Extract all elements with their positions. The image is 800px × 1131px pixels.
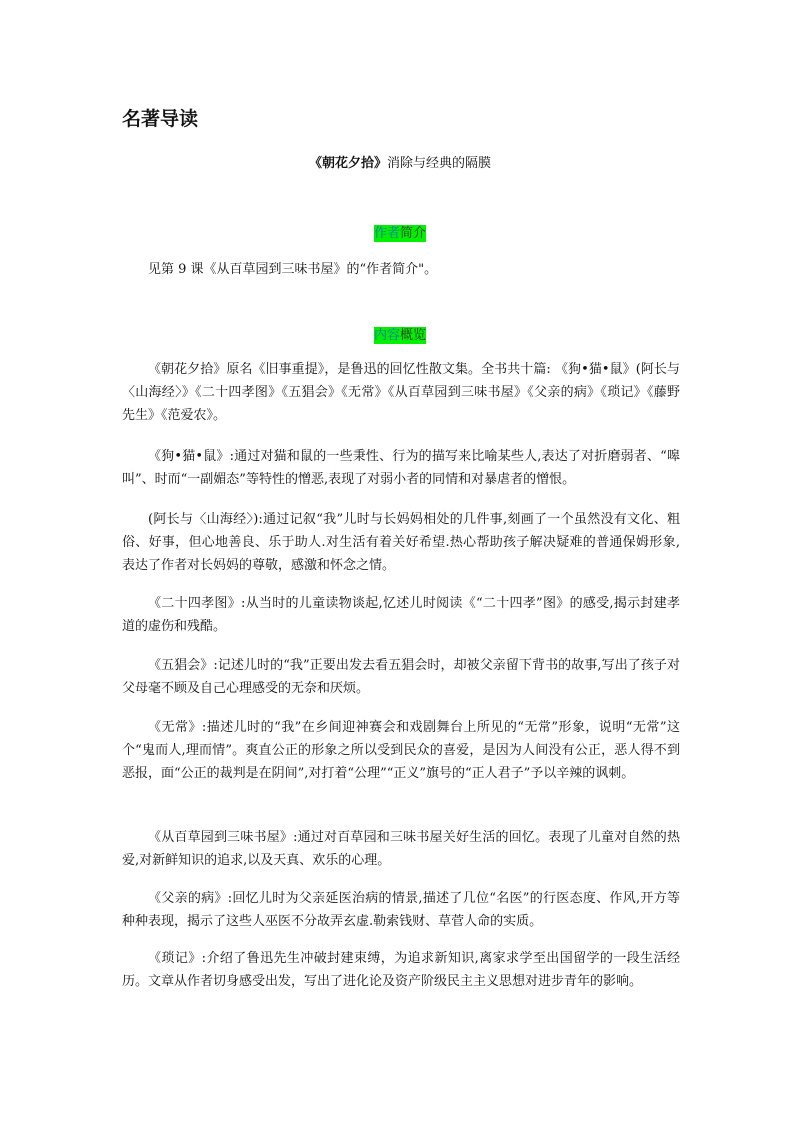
page-title: 名著导读 <box>122 108 199 130</box>
highlighted-heading <box>374 327 426 344</box>
content-paragraph-dog-cat-mouse: 《狗•猫•鼠》:通过对猫和鼠的一些秉性、行为的描写来比喻某些人,表达了对折磨弱者、“嗥叫”、时而“一副媚态”等特性的憎恶,表现了对弱小者的同情和对暴虐者的憎恨。 <box>122 449 680 487</box>
section-heading-content <box>0 324 800 343</box>
content-paragraph-suoji: 《琐记》:介绍了鲁迅先生冲破封建束缚，为追求新知识,离家求学至出国留学的一段生活经历。文章从作者切身感受出发，写出了进化论及资产阶级民主主义思想对进步青年的影响。 <box>122 951 680 989</box>
subtitle-text: 消除与经典的隔膜 <box>387 156 492 171</box>
heading-part-2: 简介 <box>400 226 427 241</box>
content-paragraph-fathers-illness: 《父亲的病》:回忆儿时为父亲延医治病的情景,描述了几位“名医”的行医态度、作风,开方等种种表现，揭示了这些人巫医不分故弄玄虚.勒索钱财、草菅人命的实质。 <box>122 891 680 929</box>
content-paragraph-wuchang: 《无常》:描述儿时的“我”在乡间迎神赛会和戏剧舞台上所见的“无常”形象，说明“无常”这个“鬼而人,理而情”。爽直公正的形象之所以受到民众的喜爱，是因为人间没有公正，恶人得不到恶报，面“公正的裁判是在阴间”,对打着“公理”“正义”旗号的“正人君子”予以辛辣的讽刺。 <box>122 720 680 781</box>
article-subtitle <box>0 152 800 171</box>
highlighted-heading <box>374 225 426 242</box>
content-paragraph-wuchang-fair: 《五猖会》:记述儿时的“我”正要出发去看五猖会时，却被父亲留下背书的故事,写出了孩子对父母毫不顾及自己心理感受的无奈和厌烦。 <box>122 658 680 696</box>
heading-part-1: 作者 <box>373 226 400 241</box>
book-title: 《朝花夕拾》 <box>308 156 387 171</box>
content-paragraph-ah-chang: (阿长与〈山海经〉):通过记叙“我”儿时与长妈妈相处的几件事,刻画了一个虽然没有文化、粗俗、好事，但心地善良、乐于助人.对生活有着关好希望.热心帮助孩子解决疑难的普通保姆形象,表达了作者对长妈妈的尊敬，感激和怀念之情。 <box>122 512 680 573</box>
heading-part-2: 概览 <box>400 328 427 343</box>
content-paragraph-24-filial: 《二十四孝图》:从当时的儿童读物谈起,忆述儿时阅读《“二十四孝”图》的感受,揭示封建孝道的虚伤和残酷。 <box>122 596 680 634</box>
heading-part-1: 内容 <box>373 328 400 343</box>
content-paragraph-baicaoyuan: 《从百草园到三味书屋》:通过对百草园和三味书屋关好生活的回忆。表现了儿童对自然的热爱,对新鲜知识的追求,以及天真、欢乐的心理。 <box>122 830 680 868</box>
section-heading-author <box>0 222 800 241</box>
content-paragraph-overview: 《朝花夕拾》原名《旧事重提》，是鲁迅的回忆性散文集。全书共十篇: 《狗•猫•鼠》(阿长与〈山海经〉》《二十四孝图》《五猖会》《无常》《从百草园到三味书屋》《父亲的病》《琐记》《藤野先生》《范爱农》。 <box>122 362 680 423</box>
author-intro-paragraph: 见第 9 课《从百草园到三味书屋》的“作者简介"。 <box>148 262 438 277</box>
